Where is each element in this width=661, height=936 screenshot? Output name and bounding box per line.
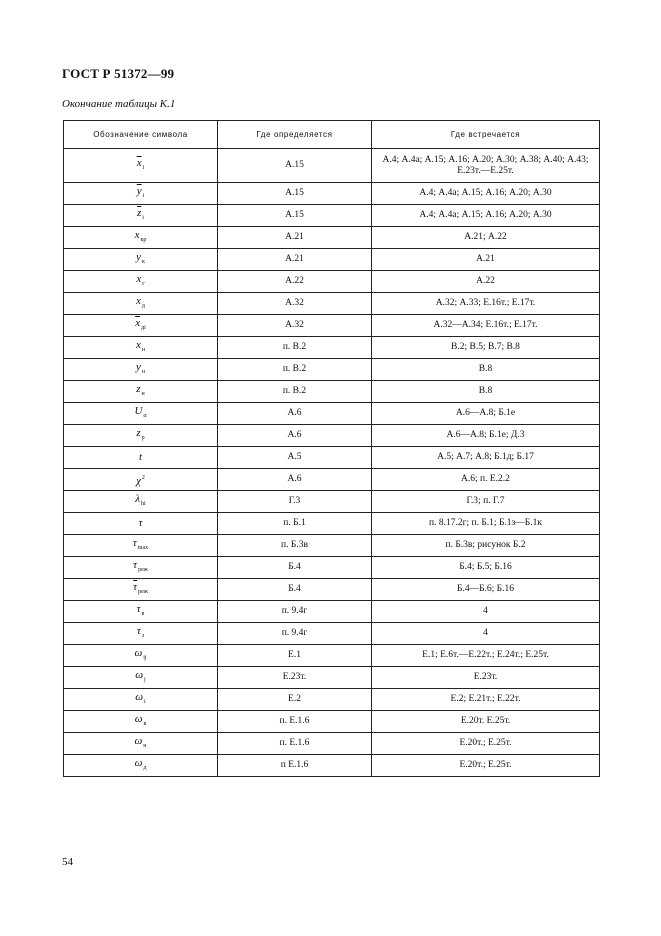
- symbol-cell: [64, 337, 218, 359]
- symbol-base: ω: [135, 690, 144, 703]
- symbol-cell: [64, 249, 218, 271]
- symbol-superscript: 2: [141, 474, 145, 481]
- table-row: [64, 469, 600, 491]
- used-cell: А.6; п. Е.2.2: [372, 469, 600, 491]
- symbols-table: [63, 120, 600, 777]
- symbol-subscript: i: [142, 214, 144, 221]
- defined-cell: А.32: [218, 293, 372, 315]
- defined-cell: Б.4: [218, 579, 372, 601]
- symbol-subscript: дi: [141, 324, 146, 331]
- symbol-base: z: [136, 426, 141, 439]
- defined-cell: А.32: [218, 315, 372, 337]
- symbol-base: $\overline{x}$: [136, 156, 142, 169]
- table-row: [64, 733, 600, 755]
- used-cell: Е.20т.; Е.25т.: [372, 733, 600, 755]
- symbol-base: τ: [132, 536, 137, 549]
- symbol-base: ω: [134, 646, 143, 659]
- symbol-subscript: hi: [141, 500, 146, 507]
- used-cell: Б.4—Б.6; Б.16: [372, 579, 600, 601]
- symbol-cell: [64, 557, 218, 579]
- defined-cell: п. В.2: [218, 359, 372, 381]
- defined-cell: А.6: [218, 425, 372, 447]
- symbol-base: τ: [133, 558, 138, 571]
- defined-cell: Е.23т.: [218, 667, 372, 689]
- symbol-subscript: з: [141, 632, 145, 639]
- symbol-subscript: j: [144, 676, 146, 683]
- used-cell: Г.3; п. Г.7: [372, 491, 600, 513]
- table-row: [64, 183, 600, 205]
- symbol-base: λ: [135, 492, 141, 505]
- symbol-cell: [64, 535, 218, 557]
- symbol-subscript: кр: [140, 236, 147, 243]
- used-cell: 4: [372, 601, 600, 623]
- symbol-subscript: i: [142, 192, 145, 199]
- table-row: [64, 711, 600, 733]
- table-row: [64, 337, 600, 359]
- symbol-base: y: [135, 360, 141, 373]
- symbol-subscript: д: [143, 764, 147, 771]
- table-row: [64, 535, 600, 557]
- table-caption: Окончание таблицы К.1: [62, 98, 176, 110]
- used-cell: Е.20т.; Е.25т.: [372, 755, 600, 777]
- symbol-subscript: max: [137, 544, 149, 551]
- defined-cell: А.6: [218, 403, 372, 425]
- table-row: [64, 447, 600, 469]
- table-row: [64, 315, 600, 337]
- column-header-used: Где встречается: [372, 121, 600, 149]
- symbol-cell: [64, 359, 218, 381]
- defined-cell: А.15: [218, 183, 372, 205]
- used-cell: п. Б.3в; рисунок Б.2: [372, 535, 600, 557]
- defined-cell: Е.1: [218, 645, 372, 667]
- defined-cell: п. В.2: [218, 381, 372, 403]
- symbol-subscript: реж: [138, 588, 148, 595]
- symbol-base: ω: [135, 668, 144, 681]
- symbol-base: χ: [136, 474, 141, 487]
- used-cell: А.4; А.4а; А.15; А.16; А.20; А.30; А.38; А.40; А.43; Е.23т.—Е.25т.: [372, 149, 600, 183]
- column-header-symbol: Обозначение символа: [64, 121, 218, 149]
- used-cell: А.22: [372, 271, 600, 293]
- symbol-cell: [64, 183, 218, 205]
- symbol-cell: [64, 425, 218, 447]
- symbol-cell: [64, 601, 218, 623]
- used-cell: А.21: [372, 249, 600, 271]
- symbol-cell: [64, 403, 218, 425]
- defined-cell: А.6: [218, 469, 372, 491]
- symbol-cell: [64, 623, 218, 645]
- symbol-cell: [64, 205, 218, 227]
- symbol-base: t: [138, 451, 143, 463]
- symbol-subscript: в: [143, 720, 147, 727]
- symbol-cell: [64, 689, 218, 711]
- symbol-cell: [64, 755, 218, 777]
- symbol-base: ω: [134, 712, 143, 725]
- symbol-subscript: н: [143, 742, 147, 749]
- symbol-base: x: [136, 294, 141, 307]
- used-cell: А.6—А.8; Б.1е; Д.3: [372, 425, 600, 447]
- symbol-base: τ: [136, 624, 141, 637]
- symbol-subscript: н: [141, 390, 145, 397]
- symbol-cell: [64, 667, 218, 689]
- symbol-base: τ: [138, 517, 143, 529]
- symbol-subscript: ij: [143, 654, 147, 661]
- symbol-base: U: [134, 404, 143, 417]
- symbol-cell: [64, 271, 218, 293]
- used-cell: Е.1; Е.6т.—Е.22т.; Е.24т.; Е.25т.: [372, 645, 600, 667]
- page-number: 54: [62, 856, 73, 868]
- symbol-cell: [64, 315, 218, 337]
- symbol-cell: [64, 447, 218, 469]
- table-row: [64, 601, 600, 623]
- symbol-cell: [64, 645, 218, 667]
- used-cell: Е.20т. Е.25т.: [372, 711, 600, 733]
- defined-cell: Г.3: [218, 491, 372, 513]
- symbol-subscript: i: [142, 164, 145, 171]
- symbol-subscript: i: [144, 698, 146, 705]
- symbol-subscript: д: [141, 302, 145, 309]
- defined-cell: п. 9.4г: [218, 623, 372, 645]
- symbol-base: x: [134, 228, 140, 241]
- symbol-base: x: [136, 272, 142, 285]
- defined-cell: А.22: [218, 271, 372, 293]
- used-cell: п. 8.17.2г; п. Б.1; Б.1з—Б.1к: [372, 513, 600, 535]
- symbol-cell: [64, 513, 218, 535]
- document-header: ГОСТ Р 51372—99: [62, 66, 175, 81]
- table-row: [64, 425, 600, 447]
- defined-cell: Б.4: [218, 557, 372, 579]
- table-row: [64, 359, 600, 381]
- used-cell: В.8: [372, 359, 600, 381]
- symbol-subscript: p: [141, 434, 145, 441]
- defined-cell: Е.2: [218, 689, 372, 711]
- symbol-cell: [64, 733, 218, 755]
- symbol-base: z: [136, 382, 141, 395]
- symbol-cell: [64, 227, 218, 249]
- used-cell: А.21; А.22: [372, 227, 600, 249]
- symbol-subscript: н: [141, 368, 146, 375]
- table-row: [64, 755, 600, 777]
- symbol-cell: [64, 469, 218, 491]
- defined-cell: А.15: [218, 149, 372, 183]
- table-row: [64, 579, 600, 601]
- used-cell: 4: [372, 623, 600, 645]
- symbol-subscript: к: [141, 258, 145, 265]
- table-row: [64, 645, 600, 667]
- table-header-row: [64, 121, 600, 149]
- column-header-defined: Где определяется: [218, 121, 372, 149]
- symbol-base: $\overline{y}$: [136, 184, 142, 197]
- used-cell: А.4; А.4а; А.15; А.16; А.20; А.30: [372, 205, 600, 227]
- defined-cell: п. Б.1: [218, 513, 372, 535]
- used-cell: В.8: [372, 381, 600, 403]
- symbol-base: τ: [136, 602, 141, 615]
- table-row: [64, 149, 600, 183]
- defined-cell: А.5: [218, 447, 372, 469]
- table-body: [64, 149, 600, 777]
- symbol-cell: [64, 711, 218, 733]
- defined-cell: п. Е.1.6: [218, 733, 372, 755]
- used-cell: Б.4; Б.5; Б.16: [372, 557, 600, 579]
- symbol-base: $\overline{z}$: [137, 206, 142, 219]
- table-row: [64, 249, 600, 271]
- table-row: [64, 557, 600, 579]
- used-cell: А.5; А.7; А.8; Б.1д; Б.17: [372, 447, 600, 469]
- table-row: [64, 513, 600, 535]
- symbol-subscript: в: [141, 610, 145, 617]
- table-row: [64, 381, 600, 403]
- table-row: [64, 205, 600, 227]
- defined-cell: А.15: [218, 205, 372, 227]
- defined-cell: А.21: [218, 249, 372, 271]
- table-row: [64, 491, 600, 513]
- table-row: [64, 667, 600, 689]
- symbol-subscript: г: [142, 280, 145, 287]
- used-cell: Е.23т.: [372, 667, 600, 689]
- defined-cell: п. Е.1.6: [218, 711, 372, 733]
- defined-cell: п. Б.3в: [218, 535, 372, 557]
- table-row: [64, 227, 600, 249]
- used-cell: Е.2; Е.21т.; Е.22т.: [372, 689, 600, 711]
- symbol-cell: [64, 381, 218, 403]
- used-cell: А.6—А.8; Б.1е: [372, 403, 600, 425]
- used-cell: А.32—А.34; Е.16т.; Е.17т.: [372, 315, 600, 337]
- table-row: [64, 689, 600, 711]
- used-cell: В.2; В.5; В.7; В.8: [372, 337, 600, 359]
- symbol-base: x: [135, 338, 141, 351]
- symbol-base: ω: [134, 756, 143, 769]
- symbol-base: y: [136, 250, 141, 263]
- symbol-subscript: α: [143, 412, 147, 419]
- defined-cell: п Е.1.6: [218, 755, 372, 777]
- symbol-cell: [64, 149, 218, 183]
- symbol-cell: [64, 579, 218, 601]
- symbol-cell: [64, 293, 218, 315]
- defined-cell: п. В.2: [218, 337, 372, 359]
- table-row: [64, 623, 600, 645]
- symbol-base: $\overline{\tau}$: [133, 580, 138, 593]
- symbol-base: $\overline{x}$: [135, 316, 141, 329]
- table-row: [64, 271, 600, 293]
- table-row: [64, 293, 600, 315]
- defined-cell: п. 9.4г: [218, 601, 372, 623]
- symbol-cell: [64, 491, 218, 513]
- table-row: [64, 403, 600, 425]
- used-cell: А.4; А.4а; А.15; А.16; А.20; А.30: [372, 183, 600, 205]
- symbol-subscript: н: [141, 346, 146, 353]
- defined-cell: А.21: [218, 227, 372, 249]
- symbol-base: ω: [134, 734, 143, 747]
- used-cell: А.32; А.33; Е.16т.; Е.17т.: [372, 293, 600, 315]
- symbol-subscript: реж: [138, 566, 148, 573]
